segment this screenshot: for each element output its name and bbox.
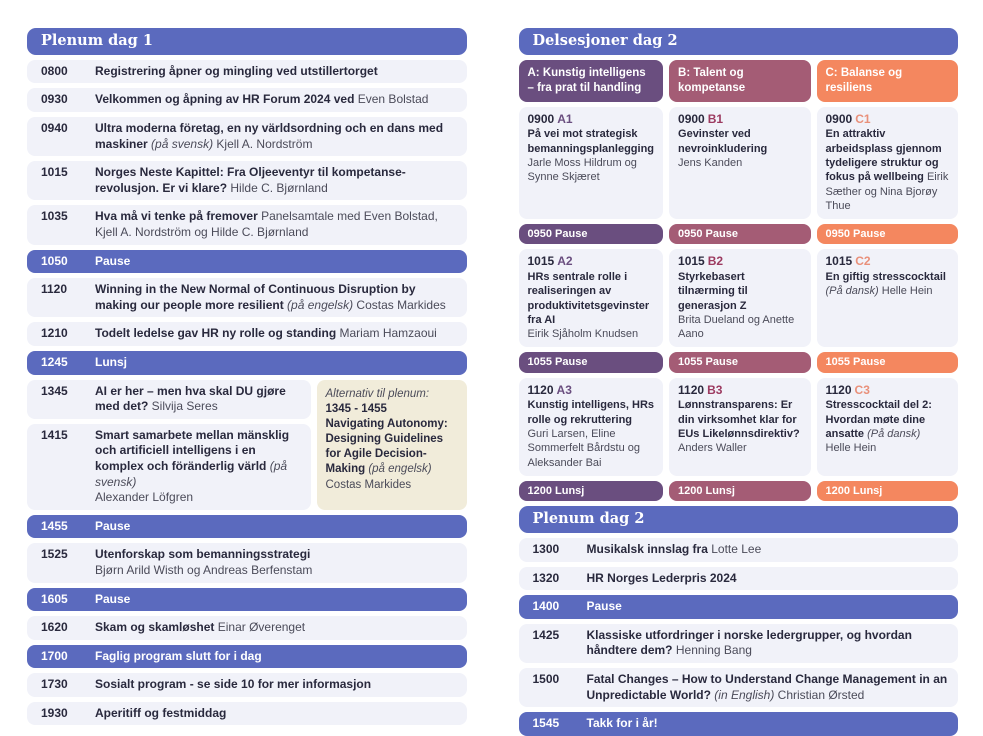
title-text: Styrkebasert tilnærming til generasjon Z — [678, 270, 748, 312]
track-break-a: 0950 Pause — [519, 224, 664, 244]
row-description — [95, 547, 457, 578]
session-b2 — [669, 249, 810, 347]
speaker-text: Guri Larsen, Eline Sommerfelt Bårdstu og Aleksander Bai — [527, 427, 640, 469]
title-text: Todelt ledelse gav HR ny rolle og standing — [95, 326, 340, 341]
title-text: Hva må vi tenke på fremover — [95, 209, 262, 224]
break-row — [27, 351, 467, 375]
row-description — [587, 542, 949, 558]
time-label: 1120 — [825, 382, 852, 397]
time-label: 1015 — [678, 254, 705, 269]
speaker-text: Henning Bang — [675, 643, 752, 658]
session-paragraph — [826, 270, 950, 299]
title-text: En giftig stresscocktail — [825, 270, 946, 283]
title-text: Lunsj — [95, 354, 127, 369]
title-text: Lønnstransparens: Er din virksomhet klar for EUs Likelønnsdirektiv? — [678, 399, 800, 440]
speaker-text: Helle Hein — [825, 442, 877, 455]
time-label: 1345 — [41, 383, 68, 398]
title-text: Musikalsk innslag fra — [586, 541, 712, 556]
session-paragraph — [678, 127, 801, 156]
language-note: (in English) — [714, 687, 778, 702]
break-row — [27, 645, 467, 669]
plenum-day1-split — [27, 380, 467, 510]
schedule-row — [27, 380, 311, 419]
session-paragraph — [528, 427, 655, 470]
session-b1 — [669, 107, 810, 219]
track-break-b: 0950 Pause — [669, 224, 810, 244]
title-text: Winning in the New Normal of Continuous Disruption by making our people more resilient — [95, 282, 416, 312]
track-break-b: 1055 Pause — [669, 352, 810, 372]
track-break-a: 1055 Pause — [519, 352, 664, 372]
title-text: HRs sentrale rolle i realiseringen av produktivitetsgevinster fra AI — [527, 270, 650, 326]
track-break-b: 1200 Lunsj — [669, 481, 810, 501]
time-label: 1035 — [41, 209, 68, 224]
speaker-text: Einar Øverenget — [217, 620, 306, 635]
session-paragraph — [528, 156, 655, 185]
plenum-day1-header: Plenum dag 1 — [27, 28, 467, 55]
title-text: Pause — [95, 518, 131, 533]
speaker-text: Costas Markides — [356, 297, 446, 312]
schedule-row — [27, 117, 467, 156]
row-description — [95, 592, 457, 608]
language-note: (på svensk) — [95, 458, 288, 489]
track-break-c: 1200 Lunsj — [817, 481, 959, 501]
time-label: 1210 — [41, 326, 68, 341]
speaker-text: Christian Ørsted — [777, 687, 865, 702]
row-description — [95, 254, 457, 270]
row-description — [95, 428, 301, 506]
title-text: Sosialt program - se side 10 for mer informasjon — [95, 677, 372, 692]
time-label: 1730 — [41, 677, 68, 692]
session-code-line — [826, 383, 950, 399]
title-text: HR Norges Lederpris 2024 — [586, 570, 737, 585]
speaker-text: Lotte Lee — [711, 541, 762, 556]
session-code-line — [678, 254, 801, 270]
time-label: 1015 — [41, 165, 68, 180]
time-label: 1015 — [825, 254, 853, 269]
time-label: 1930 — [41, 705, 68, 720]
row-description — [95, 649, 457, 665]
speaker-text: Kjell A. Nordström — [216, 136, 313, 151]
speaker-text: Alexander Löfgren — [95, 490, 194, 505]
time-label: 1245 — [41, 354, 68, 369]
row-description — [587, 716, 949, 732]
speaker-text: Mariam Hamzaoui — [339, 326, 437, 341]
time-label: 0900 — [825, 111, 853, 126]
session-code: C3 — [854, 382, 870, 397]
session-paragraph — [528, 270, 655, 327]
session-c3 — [817, 378, 959, 476]
time-label: 1545 — [532, 716, 560, 731]
schedule-row — [27, 322, 467, 346]
time-label: 1015 — [527, 254, 555, 269]
column-day1 — [27, 28, 467, 736]
schedule-row — [27, 161, 467, 200]
session-paragraph — [678, 156, 801, 170]
schedule-row — [27, 616, 467, 640]
schedule-row — [519, 567, 959, 591]
track-break-c: 0950 Pause — [817, 224, 959, 244]
row-description — [95, 92, 457, 108]
speaker-text: Panelsamtale med Even Bolstad, Kjell A. Nordström og Hilde C. Bjørnland — [95, 209, 438, 239]
row-description — [95, 209, 457, 240]
session-code: C2 — [855, 254, 871, 269]
time-label: 0900 — [678, 111, 705, 126]
alt-box-time: 1345 - 1455 — [325, 402, 387, 415]
speaker-text: Jens Kanden — [678, 156, 743, 169]
schedule-row — [519, 538, 959, 562]
break-row — [27, 588, 467, 612]
sessions-day2-header: Delsesjoner dag 2 — [519, 28, 959, 55]
title-text: Stresscocktail del 2: Hvordan møte dine ansatte — [825, 399, 932, 440]
title-text: Klassiske utfordringer i norske ledergrupper, og hvordan håndtere dem? — [586, 627, 912, 658]
session-paragraph — [678, 270, 801, 313]
time-label: 1700 — [41, 648, 68, 663]
session-paragraph — [826, 127, 950, 213]
speaker-text: Hilde C. Bjørnland — [230, 180, 328, 195]
session-code-line — [678, 112, 801, 128]
break-row — [27, 250, 467, 274]
title-text: Norges Neste Kapittel: Fra Oljeeventyr til kompetanse-revolusjon. Er vi klare? — [95, 165, 406, 195]
title-text: Utenforskap som bemanningsstrategi — [95, 547, 311, 562]
title-text: Faglig program slutt for i dag — [95, 648, 262, 663]
row-description — [95, 326, 457, 342]
break-row — [519, 712, 959, 736]
plenum-day1-rows-top — [27, 60, 467, 375]
session-code: A2 — [557, 254, 573, 269]
row-description — [95, 384, 301, 415]
session-code: B2 — [707, 254, 724, 269]
time-label: 0940 — [41, 121, 68, 136]
session-paragraph — [826, 441, 950, 455]
plenum-day2-header: Plenum dag 2 — [519, 506, 959, 533]
time-label: 1455 — [41, 518, 68, 533]
language-note: (På dansk) — [825, 285, 882, 298]
time-label: 0930 — [41, 92, 68, 107]
plenum-day1-split-rows — [27, 380, 311, 510]
title-text: På vei mot strategisk bemanningsplanlegging — [527, 128, 655, 155]
session-paragraph — [678, 313, 801, 342]
title-text: AI er her – men hva skal DU gjøre med det? — [95, 383, 286, 414]
schedule-row — [27, 60, 467, 84]
time-label: 0900 — [527, 111, 555, 126]
session-c1 — [817, 107, 959, 219]
title-text: En attraktiv arbeidsplass gjennom tydeligere struktur og fokus på wellbeing — [825, 128, 942, 184]
session-code: C1 — [855, 111, 871, 126]
track-grid — [519, 60, 959, 501]
schedule-row — [519, 624, 959, 663]
row-description — [95, 677, 457, 693]
row-description — [95, 620, 457, 636]
time-label: 1500 — [532, 671, 560, 686]
schedule-row — [27, 543, 467, 582]
title-text: Registrering åpner og mingling ved utstillertorget — [95, 63, 378, 78]
track-break-c: 1055 Pause — [817, 352, 959, 372]
title-text: Pause — [586, 599, 622, 614]
schedule-row — [27, 205, 467, 244]
time-label: 1120 — [41, 282, 68, 297]
time-label: 1425 — [532, 627, 560, 642]
row-description — [587, 628, 949, 659]
session-code-line — [528, 383, 655, 399]
speaker-text: Brita Dueland og Anette Aano — [678, 313, 795, 341]
row-description — [95, 355, 457, 371]
session-b3 — [669, 378, 810, 476]
session-code: A3 — [556, 382, 572, 397]
title-text: Velkommen og åpning av HR Forum 2024 ved — [95, 92, 358, 107]
schedule-row — [27, 424, 311, 510]
session-code-line — [826, 112, 950, 128]
track-header-a: A: Kunstig intelligens – fra prat til handling — [519, 60, 664, 102]
time-label: 1620 — [41, 620, 68, 635]
session-code: B3 — [707, 382, 723, 397]
session-a2 — [519, 249, 664, 347]
row-description — [95, 165, 457, 196]
time-label: 0800 — [41, 63, 68, 78]
time-label: 1120 — [527, 382, 554, 397]
row-description — [95, 706, 457, 722]
session-c2 — [817, 249, 959, 347]
session-code-line — [826, 254, 950, 270]
session-paragraph — [528, 398, 655, 427]
schedule-row — [27, 702, 467, 726]
session-a1 — [519, 107, 664, 219]
alt-box-description: Navigating Autonomy: Designing Guidelines for Agile Decision-Making (på engelsk) Costas Markides — [325, 417, 448, 491]
language-note: (på engelsk) — [287, 297, 357, 312]
plenum-day1-rows-bottom — [27, 515, 467, 726]
time-label: 1400 — [532, 599, 560, 614]
title-text: Smart samarbete mellan mänsklig och artificiell intelligens i en komplex och föränderlig värld — [95, 427, 290, 473]
row-description — [95, 64, 457, 80]
alternative-plenum-box — [317, 380, 467, 510]
speaker-text: Eirik Sæther og Nina Bjorøy Thue — [825, 171, 949, 212]
row-description — [95, 121, 457, 152]
plenum-day2-rows — [519, 538, 959, 736]
session-paragraph — [678, 441, 801, 455]
session-a3 — [519, 378, 664, 476]
row-description — [587, 599, 949, 615]
title-text: Pause — [95, 253, 131, 268]
speaker-text: Even Bolstad — [357, 92, 429, 107]
title-text: Ultra moderna företag, en ny världsordning och en dans med maskiner — [95, 121, 444, 151]
break-row — [27, 515, 467, 539]
session-paragraph — [678, 398, 801, 441]
track-header-c: C: Balanse og resiliens — [817, 60, 959, 102]
speaker-text: Jarle Moss Hildrum og Synne Skjæret — [527, 156, 637, 184]
session-paragraph — [528, 127, 655, 156]
row-description — [587, 571, 949, 587]
session-paragraph — [528, 327, 655, 341]
speaker-text: Helle Hein — [881, 285, 933, 298]
title-text: Aperitiff og festmiddag — [95, 705, 227, 720]
language-note: (på svensk) — [151, 136, 217, 151]
time-label: 1320 — [532, 570, 560, 585]
row-description — [587, 672, 949, 703]
speaker-text: Bjørn Arild Wisth og Andreas Berfenstam — [95, 562, 313, 577]
break-row — [519, 595, 959, 619]
session-paragraph — [826, 398, 950, 441]
title-text: Gevinster ved nevroinkludering — [678, 128, 768, 155]
schedule-row — [27, 278, 467, 317]
title-text: Takk for i år! — [586, 716, 658, 731]
time-label: 1050 — [41, 253, 68, 268]
track-header-b: B: Talent og kompetanse — [669, 60, 810, 102]
session-code: A1 — [557, 111, 573, 126]
speaker-text: Anders Waller — [678, 442, 747, 455]
row-description — [95, 519, 457, 535]
time-label: 1120 — [678, 382, 705, 397]
schedule-row — [27, 673, 467, 697]
time-label: 1415 — [41, 427, 68, 442]
language-note: (På dansk) — [867, 427, 921, 440]
column-day2 — [519, 28, 959, 736]
schedule-row — [519, 668, 959, 707]
session-code-line — [528, 254, 655, 270]
time-label: 1605 — [41, 591, 68, 606]
title-text: Skam og skamløshet — [95, 620, 218, 635]
speaker-text: Silvija Seres — [151, 399, 218, 414]
session-code-line — [528, 112, 655, 128]
title-text: Fatal Changes – How to Understand Change Management in an Unpredictable World? — [586, 671, 948, 702]
schedule-row — [27, 88, 467, 112]
title-text: Kunstig intelligens, HRs rolle og rekruttering — [527, 399, 655, 426]
title-text: Pause — [95, 591, 131, 606]
time-label: 1525 — [41, 547, 68, 562]
session-code: B1 — [707, 111, 724, 126]
track-break-a: 1200 Lunsj — [519, 481, 664, 501]
alt-box-note: Alternativ til plenum: — [325, 387, 430, 400]
row-description — [95, 282, 457, 313]
time-label: 1300 — [532, 541, 560, 556]
speaker-text: Eirik Sjåholm Knudsen — [527, 328, 639, 341]
session-code-line — [678, 383, 801, 399]
